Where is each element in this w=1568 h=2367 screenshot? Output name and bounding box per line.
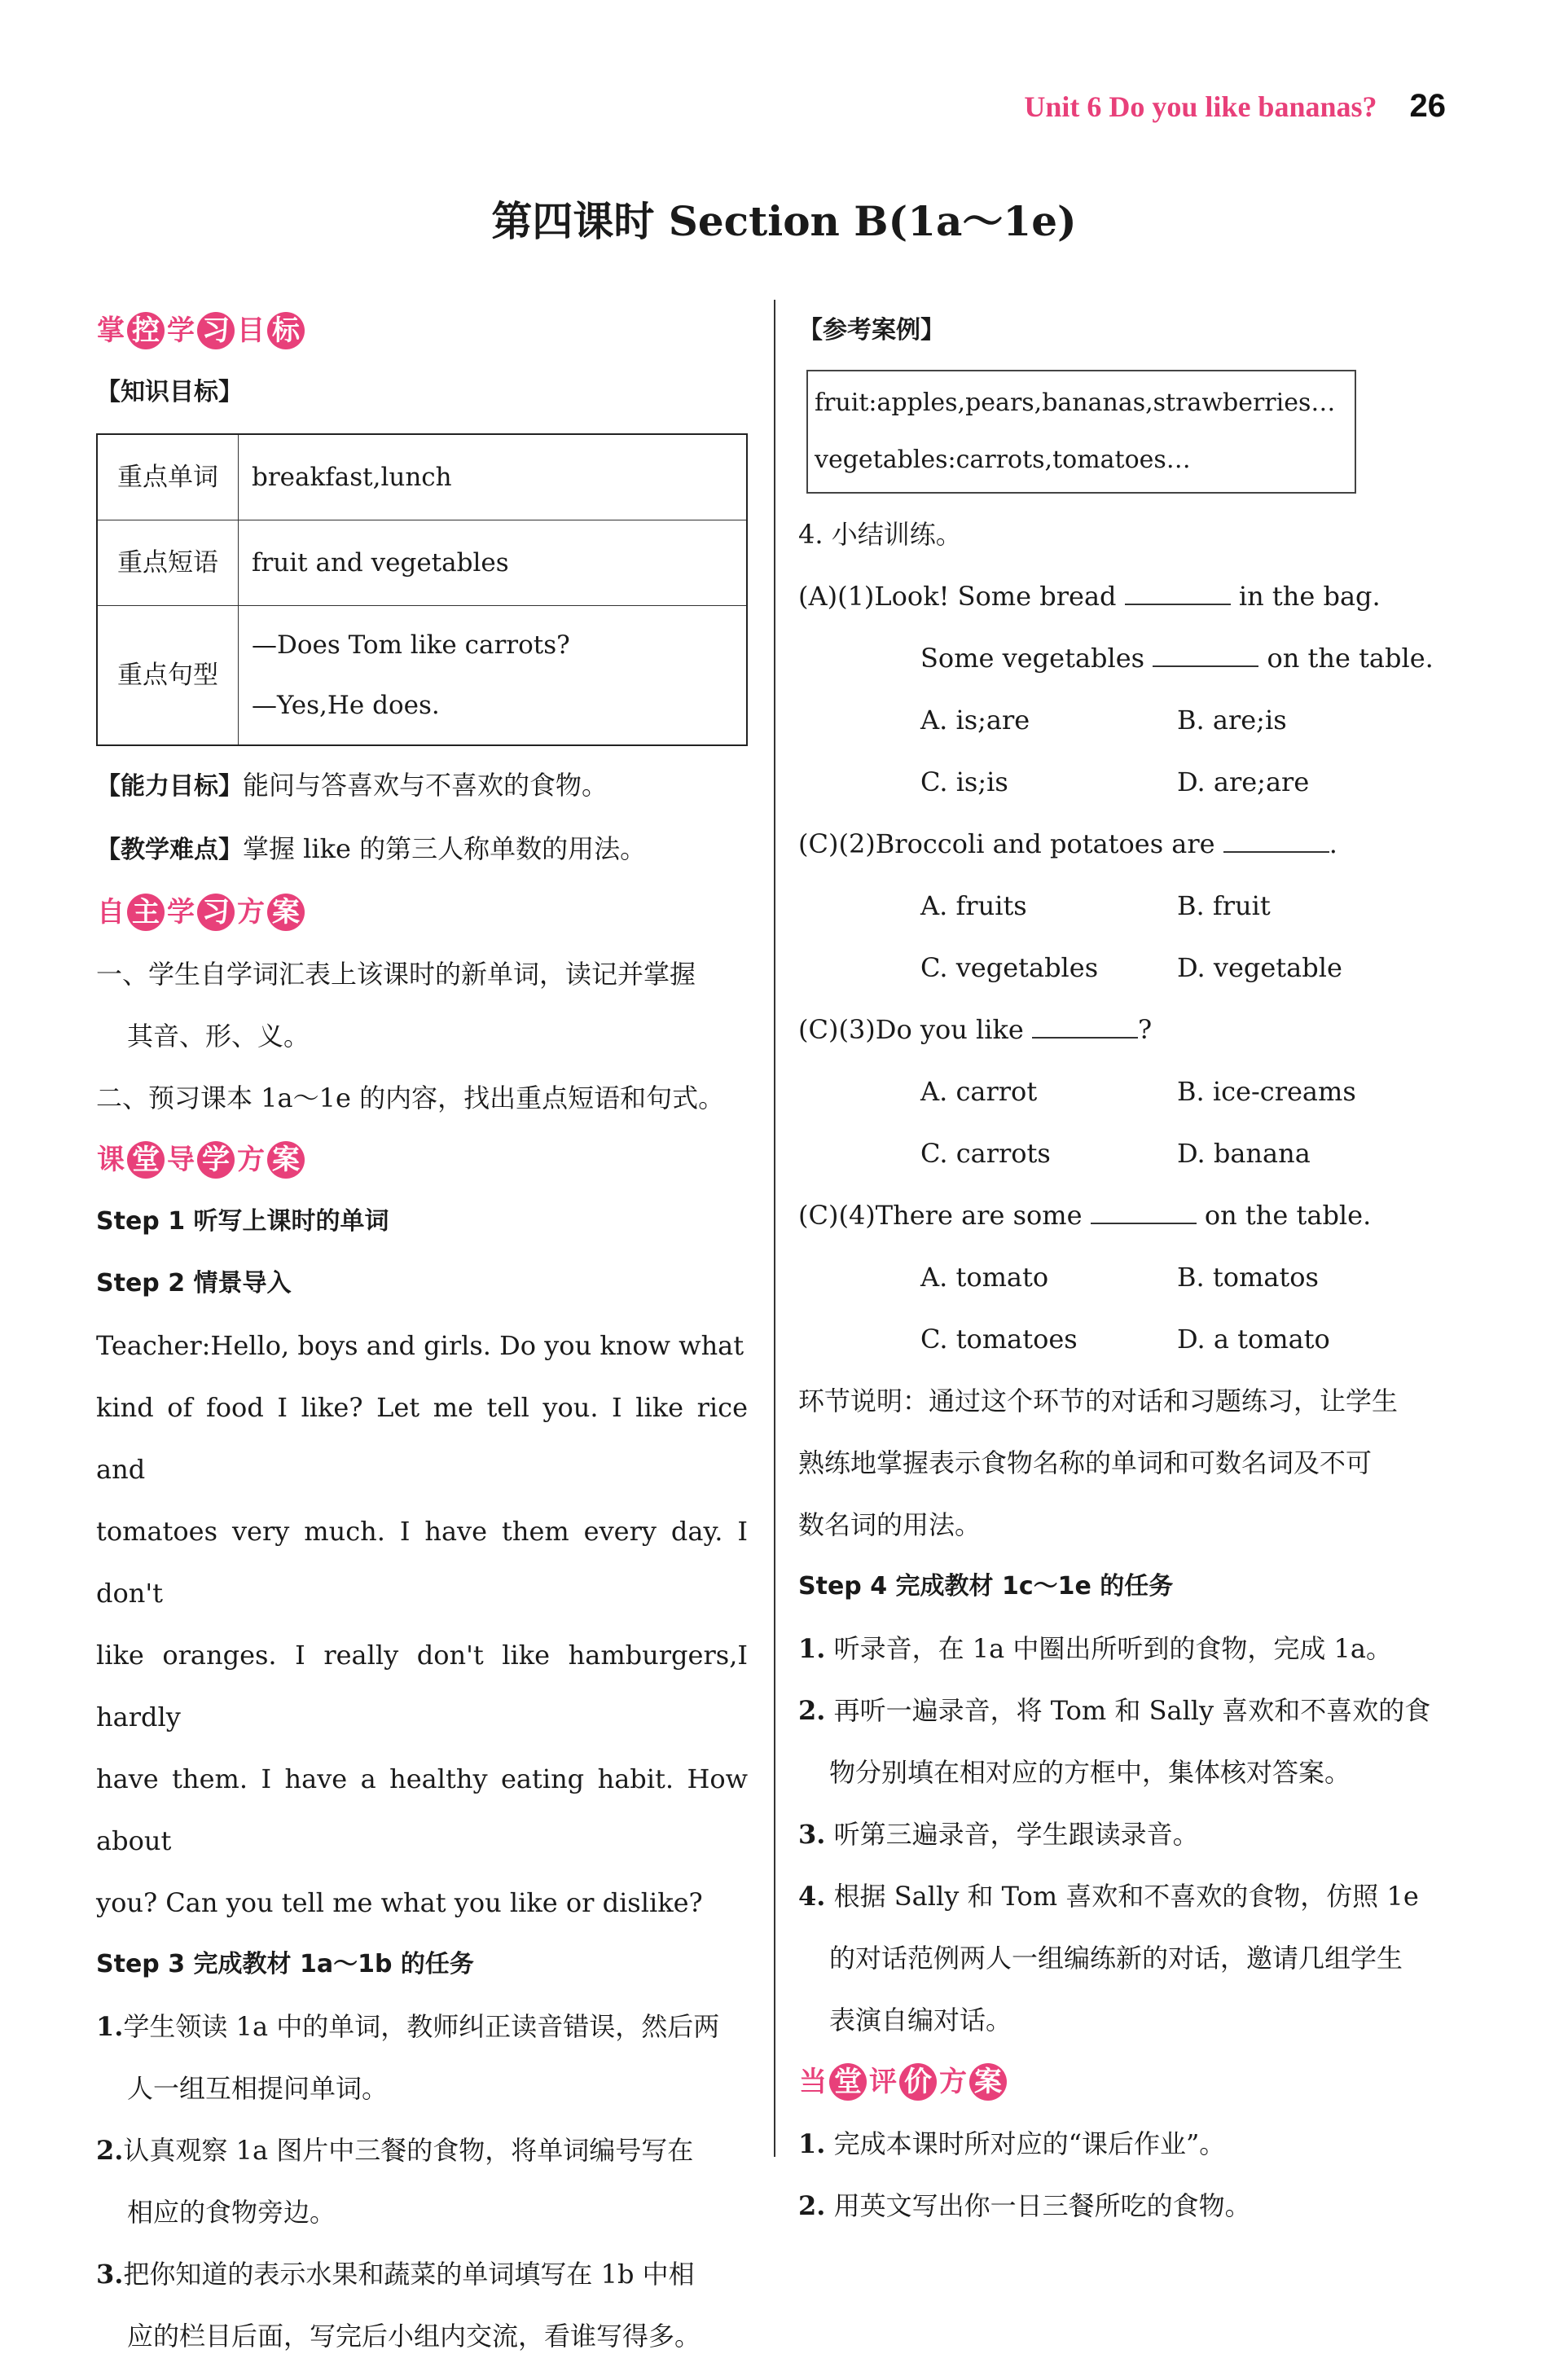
section-heading-goals xyxy=(96,300,748,362)
list-item: 2.认真观察 1a 图片中三餐的食物，将单词编号写在 xyxy=(96,2135,694,2166)
lesson-title: 第四课时 Section B(1a～1e) xyxy=(491,197,1077,245)
teacher-line: tomatoes very much. I have them every day. I don't xyxy=(96,1516,748,1609)
knowledge-goal-label: 【知识目标】 xyxy=(96,378,243,406)
self-study-2: 二、预习课本 1a～1e 的内容，找出重点短语和句式。 xyxy=(96,1082,725,1113)
teaching-difficulty: 【教学难点】掌握 like 的第三人称单数的用法。 xyxy=(96,833,647,864)
goals-table xyxy=(96,433,748,746)
option: D. are;are xyxy=(1177,766,1310,797)
option: D. banana xyxy=(1177,1138,1311,1169)
question-4: (C)(4)There are some on the table. A. tomato B. tomatos C. tomatoes D. a tomato xyxy=(798,1184,1450,1370)
option: B. tomatos xyxy=(1177,1262,1319,1293)
option: A. fruits xyxy=(920,890,1027,921)
list-item: 4. 根据 Sally 和 Tom 喜欢和不喜欢的食物，仿照 1e xyxy=(798,1881,1419,1912)
section-heading-self-study xyxy=(96,881,748,943)
list-item-cont: 的对话范例两人一组编练新的对话，邀请几组学生 xyxy=(829,1943,1403,1974)
list-item-cont: 表演自编对话。 xyxy=(829,2005,1012,2035)
option: A. carrot xyxy=(920,1076,1038,1107)
reference-label: 【参考案例】 xyxy=(798,316,945,345)
option: C. is;is xyxy=(920,766,1008,797)
step-3: Step 3 完成教材 1a～1b 的任务 xyxy=(96,1950,474,1978)
blank[interactable] xyxy=(1223,828,1329,853)
list-item: 2. 再听一遍录音，将 Tom 和 Sally 喜欢和不喜欢的食 xyxy=(798,1695,1431,1726)
right-column xyxy=(798,300,1450,2237)
list-item: 3. 听第三遍录音，学生跟读录音。 xyxy=(798,1819,1199,1850)
list-item-cont: 物分别填在相对应的方框中，集体核对答案。 xyxy=(829,1757,1351,1788)
option: B. fruit xyxy=(1177,890,1271,921)
step-1: Step 1 听写上课时的单词 xyxy=(96,1207,389,1236)
self-study-1-cont: 其音、形、义。 xyxy=(127,1021,310,1052)
ability-goal: 【能力目标】能问与答喜欢与不喜欢的食物。 xyxy=(96,770,608,801)
list-item: 1. 听录音，在 1a 中圈出所听到的食物，完成 1a。 xyxy=(798,1633,1392,1664)
list-item-cont: 人一组互相提问单词。 xyxy=(127,2073,389,2104)
list-item: 2. 用英文写出你一日三餐所吃的食物。 xyxy=(798,2190,1251,2221)
answer-3: C xyxy=(808,1014,828,1045)
option: A. tomato xyxy=(920,1262,1049,1293)
badge-self-study: 自 主 学 习 方 案 xyxy=(96,894,306,931)
page-header xyxy=(1024,88,1446,125)
option: C. tomatoes xyxy=(920,1324,1078,1355)
list-item-cont: 相应的食物旁边。 xyxy=(127,2197,336,2228)
table-row: 重点句型 —Does Tom like carrots? —Yes,He does. xyxy=(97,606,747,746)
teacher-line: have them. I have a healthy eating habit. How about xyxy=(96,1763,748,1856)
section-heading-evaluation xyxy=(798,2051,1450,2113)
option: D. vegetable xyxy=(1177,952,1342,983)
left-column xyxy=(96,300,748,2367)
blank[interactable] xyxy=(1091,1200,1197,1224)
blank[interactable] xyxy=(1153,643,1258,667)
page-number: 26 xyxy=(1409,88,1446,124)
reference-box: fruit:apples,pears,bananas,strawberries… vegetables:carrots,tomatoes… xyxy=(806,370,1356,494)
list-item: 3.把你知道的表示水果和蔬菜的单词填写在 1b 中相 xyxy=(96,2259,695,2290)
teacher-line: kind of food I like? Let me tell you. I like rice and xyxy=(96,1392,748,1485)
option: C. carrots xyxy=(920,1138,1051,1169)
teacher-line: like oranges. I really don't like hamburgers,I hardly xyxy=(96,1640,748,1732)
teacher-line: Teacher:Hello, boys and girls. Do you know what xyxy=(96,1330,744,1361)
section-heading-classroom xyxy=(96,1129,748,1191)
unit-title: Unit 6 Do you like bananas? xyxy=(1024,90,1377,123)
summary-heading: 4. 小结训练。 xyxy=(798,519,962,550)
table-row: 重点单词 breakfast,lunch xyxy=(97,434,747,520)
note-line: 数名词的用法。 xyxy=(798,1509,982,1540)
answer-1: A xyxy=(808,581,828,612)
list-item: 1.学生领读 1a 中的单词，教师纠正读音错误，然后两 xyxy=(96,2011,720,2042)
note-line: 熟练地掌握表示食物名称的单词和可数名词及不可 xyxy=(798,1447,1373,1478)
option: C. vegetables xyxy=(920,952,1099,983)
table-row: 重点短语 fruit and vegetables xyxy=(97,520,747,606)
step-2: Step 2 情景导入 xyxy=(96,1269,292,1298)
teacher-line: you? Can you tell me what you like or dislike? xyxy=(96,1887,703,1918)
answer-2: C xyxy=(808,828,828,859)
blank[interactable] xyxy=(1032,1014,1138,1039)
step-4: Step 4 完成教材 1c～1e 的任务 xyxy=(798,1572,1174,1601)
answer-4: C xyxy=(808,1200,828,1231)
column-divider xyxy=(774,300,775,2157)
option: B. are;is xyxy=(1177,705,1287,736)
badge-evaluation: 当 堂 评 价 方 案 xyxy=(798,2063,1008,2101)
list-item-cont: 应的栏目后面，写完后小组内交流，看谁写得多。 xyxy=(127,2321,701,2352)
question-3: (C)(3)Do you like ? A. carrot B. ice-creams C. carrots D. banana xyxy=(798,999,1450,1184)
self-study-1: 一、学生自学词汇表上该课时的新单词，读记并掌握 xyxy=(96,959,696,990)
option: B. ice-creams xyxy=(1177,1076,1356,1107)
note-line: 环节说明：通过这个环节的对话和习题练习，让学生 xyxy=(798,1386,1399,1416)
option: A. is;are xyxy=(920,705,1030,736)
option: D. a tomato xyxy=(1177,1324,1330,1355)
badge-goals: 掌 控 学 习 目 标 xyxy=(96,312,306,349)
question-1: (A)(1)Look! Some bread in the bag. Some vegetables on the table. A. is;are B. are;is C. is;is D. are;are xyxy=(798,565,1450,813)
question-2: (C)(2)Broccoli and potatoes are . A. fruits B. fruit C. vegetables D. vegetable xyxy=(798,813,1450,999)
list-item: 1. 完成本课时所对应的“课后作业”。 xyxy=(798,2128,1226,2159)
badge-classroom: 课 堂 导 学 方 案 xyxy=(96,1141,306,1179)
blank[interactable] xyxy=(1125,581,1231,605)
